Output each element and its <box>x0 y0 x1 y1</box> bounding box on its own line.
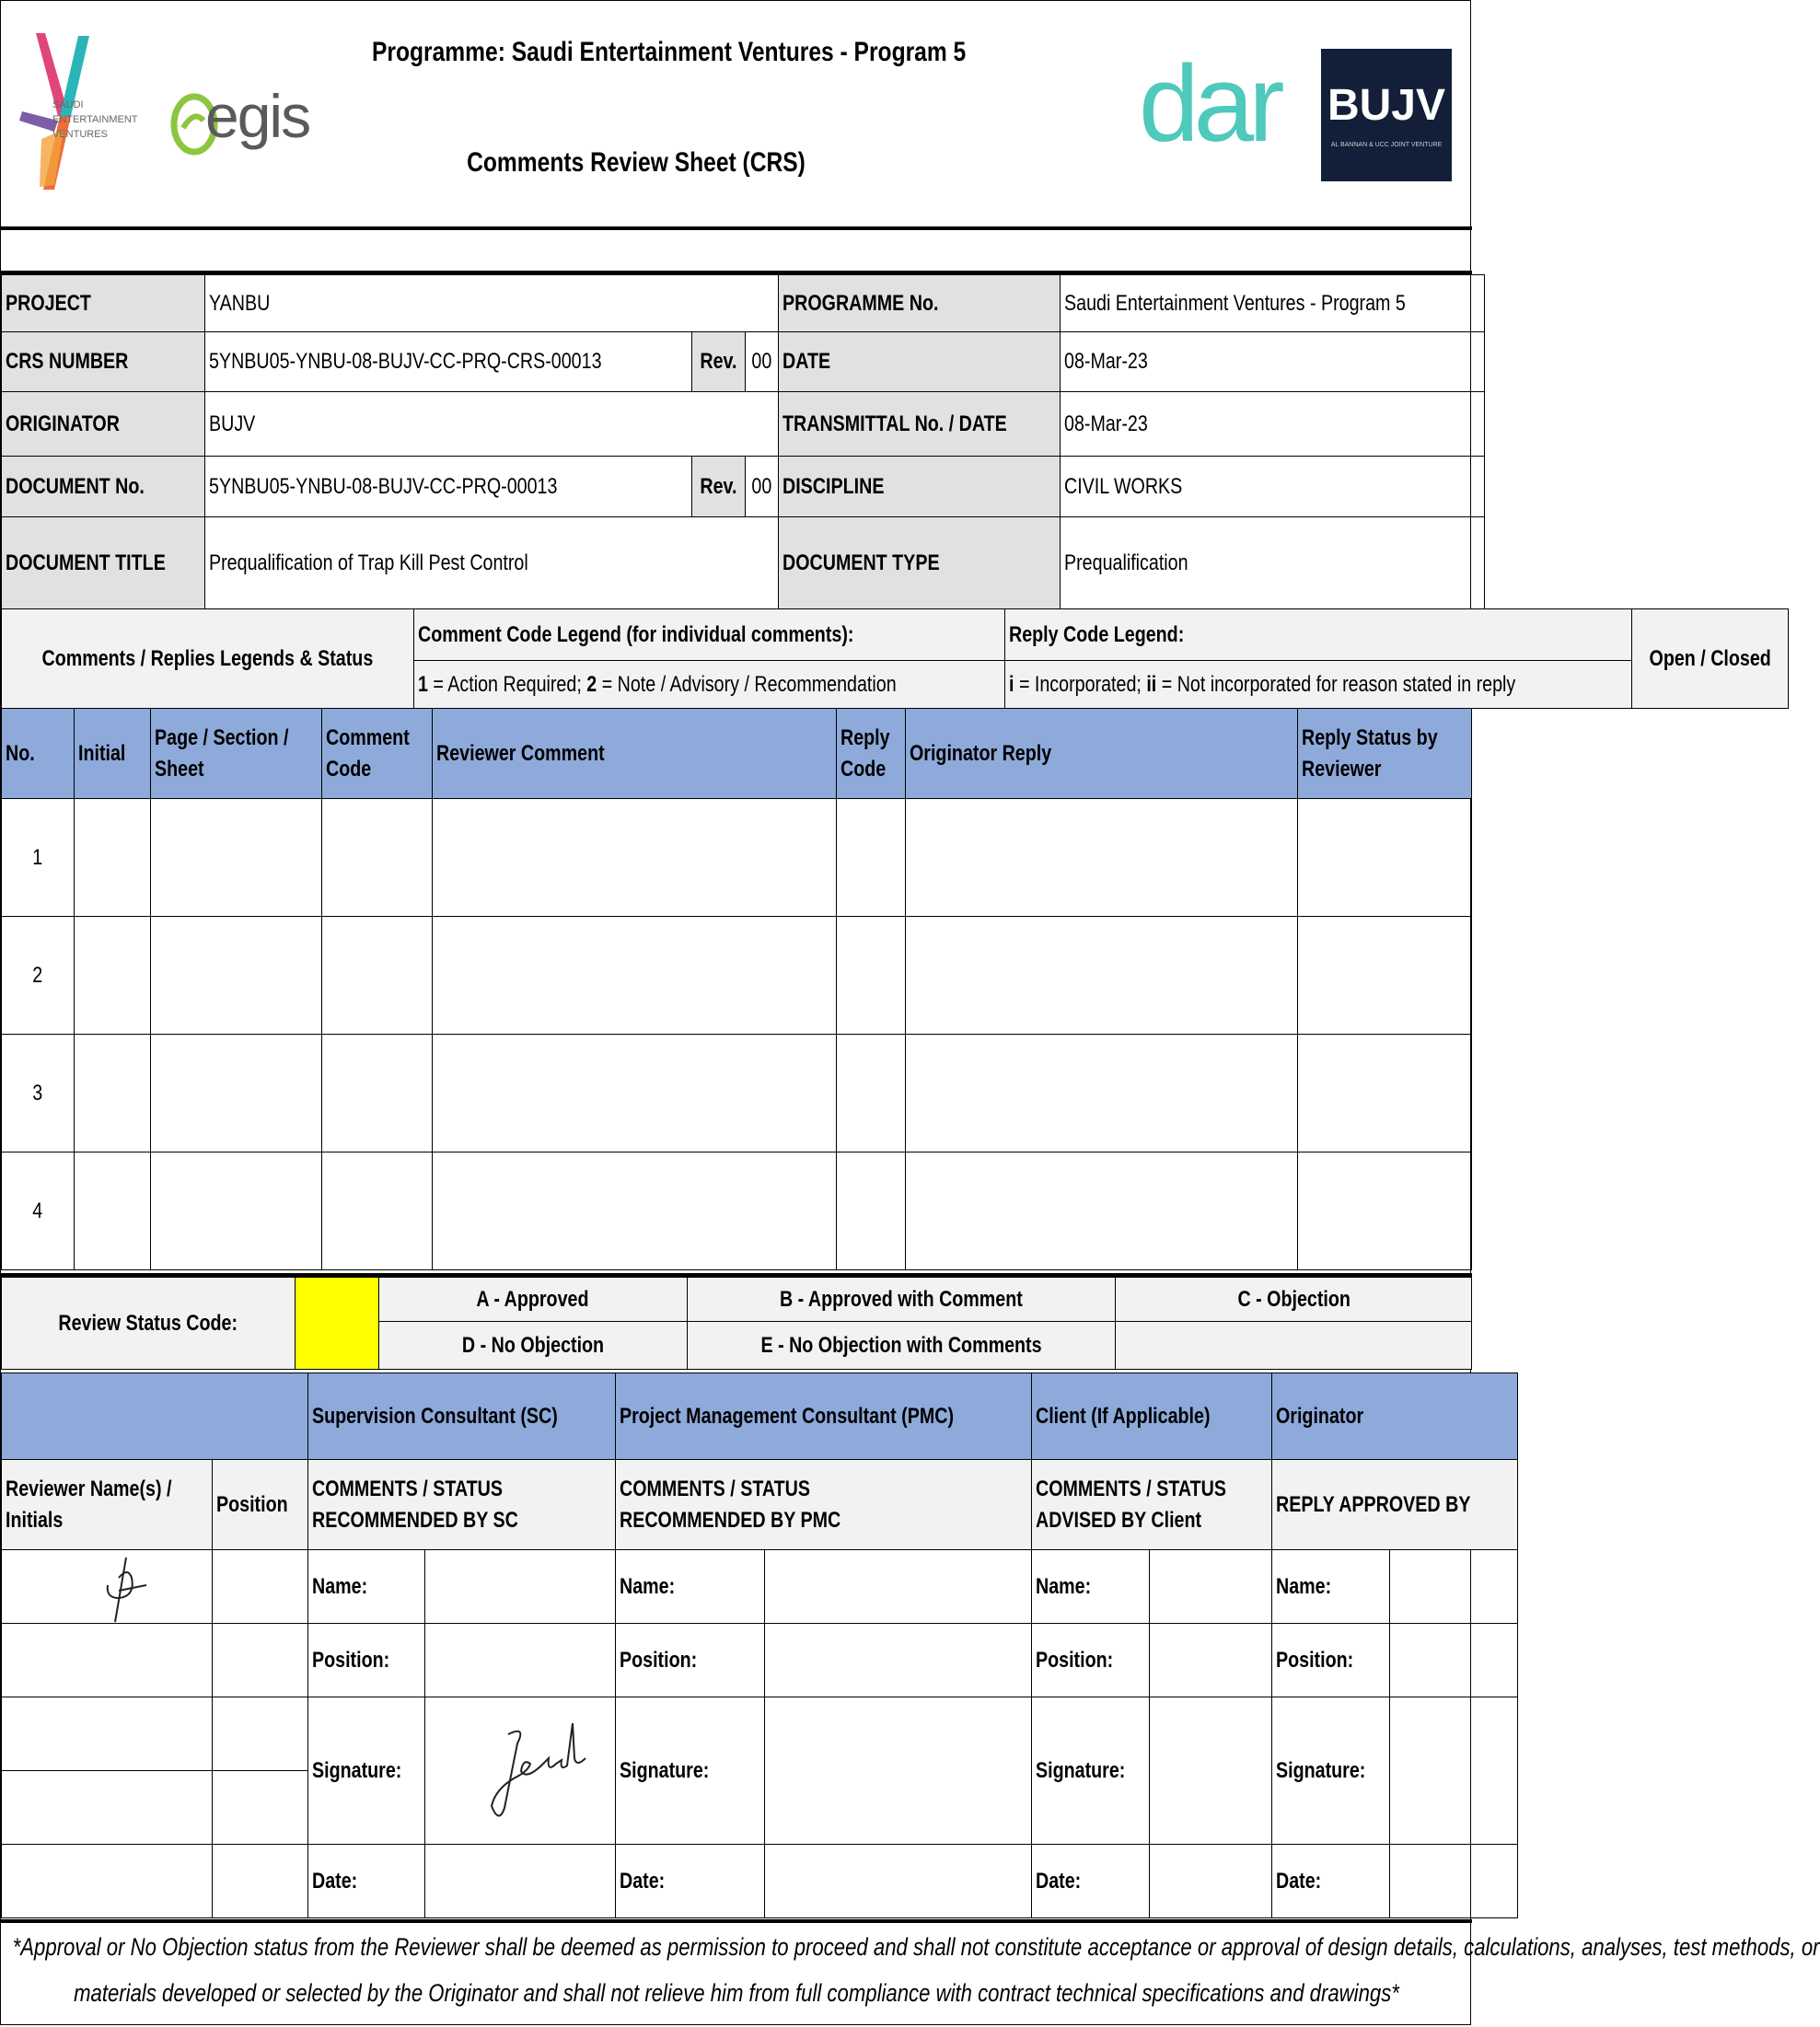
status-d-no-objection: D - No Objection <box>378 1322 687 1370</box>
table-row <box>2 1035 1472 1152</box>
document-no-label: DOCUMENT No. <box>2 457 205 517</box>
row-reviewer-comment-cell[interactable] <box>432 1035 836 1152</box>
sc-position-label: Position: <box>307 1624 425 1697</box>
originator-position-label: Position: <box>1272 1624 1390 1697</box>
row-page-cell[interactable] <box>150 1035 321 1152</box>
sheet-title: Comments Review Sheet (CRS) <box>467 147 806 178</box>
project-info-table <box>1 274 1485 609</box>
project-value: YANBU <box>204 275 778 332</box>
row-number: 3 <box>2 1035 75 1152</box>
comment-code-legend: 1 = Action Required; 2 = Note / Advisory / Recommendation <box>413 661 1005 709</box>
client-date-field[interactable] <box>1149 1845 1272 1918</box>
originator-label: ORIGINATOR <box>2 392 205 457</box>
pmc-name-field[interactable] <box>764 1550 1031 1624</box>
sc-date-field[interactable] <box>425 1845 616 1918</box>
review-status-label: Review Status Code: <box>2 1278 296 1370</box>
status-c-objection: C - Objection <box>1116 1278 1472 1322</box>
approvals-table <box>1 1373 1518 1918</box>
status-b-approved-with-comment: B - Approved with Comment <box>687 1278 1116 1322</box>
reviewer-name-cell[interactable] <box>2 1771 213 1845</box>
project-label: PROJECT <box>2 275 205 332</box>
reviewer-name-cell[interactable] <box>2 1697 213 1771</box>
col-originator-reply: Originator Reply <box>905 709 1297 799</box>
comment-code-legend-title: Comment Code Legend (for individual comments): <box>413 609 1005 661</box>
col-initial: Initial <box>74 709 150 799</box>
review-status-code-cell[interactable] <box>295 1278 378 1370</box>
bujv-logo <box>1321 49 1452 181</box>
row-page-cell[interactable] <box>150 1152 321 1270</box>
client-comments-status-label: COMMENTS / STATUS ADVISED BY Client <box>1031 1460 1271 1550</box>
sc-name-field[interactable] <box>425 1550 616 1624</box>
originator-value: BUJV <box>204 392 778 457</box>
row-reviewer-comment-cell[interactable] <box>432 1152 836 1270</box>
programme-no-value: Saudi Entertainment Ventures - Program 5 <box>1061 275 1485 332</box>
egis-logo-text: egis <box>205 82 310 150</box>
doc-rev-value: 00 <box>746 457 779 517</box>
reply-code-legend: i = Incorporated; ii = Not incorporated for reason stated in reply <box>1005 661 1631 709</box>
programme-no-label: PROGRAMME No. <box>778 275 1060 332</box>
pmc-date-label: Date: <box>616 1845 765 1918</box>
row-page-cell[interactable] <box>150 799 321 917</box>
pmc-position-label: Position: <box>616 1624 765 1697</box>
row-initial-cell[interactable] <box>74 1152 150 1270</box>
discipline-value: CIVIL WORKS <box>1061 457 1485 517</box>
sc-signature-field[interactable] <box>425 1697 616 1845</box>
client-name-field[interactable] <box>1149 1550 1272 1624</box>
pmc-comments-status-label: COMMENTS / STATUS RECOMMENDED BY PMC <box>616 1460 1032 1550</box>
client-date-label: Date: <box>1031 1845 1149 1918</box>
reviewer-position-cell[interactable] <box>213 1624 308 1697</box>
crs-rev-label: Rev. <box>692 332 746 392</box>
originator-name-field[interactable] <box>1389 1550 1517 1624</box>
client-header: Client (If Applicable) <box>1031 1373 1271 1460</box>
transmittal-label: TRANSMITTAL No. / DATE <box>778 392 1060 457</box>
legend-table <box>1 608 1789 709</box>
pmc-signature-label: Signature: <box>616 1697 765 1845</box>
row-status-cell[interactable] <box>1297 1152 1471 1270</box>
row-initial-cell[interactable] <box>74 799 150 917</box>
client-signature-label: Signature: <box>1031 1697 1149 1845</box>
originator-signature-field[interactable] <box>1389 1697 1517 1845</box>
bujv-logo-subtext: AL BANNAN & UCC JOINT VENTURE <box>1330 142 1443 148</box>
row-status-cell[interactable] <box>1297 917 1471 1035</box>
crs-rev-value: 00 <box>746 332 779 392</box>
row-reply-code-cell[interactable] <box>837 917 905 1035</box>
reviewer-position-cell[interactable] <box>213 1550 308 1624</box>
table-row <box>2 1152 1472 1270</box>
disclaimer-line-2: materials developed or selected by the Originator and shall not relieve him from full compliance with contract technical specifications and drawings* <box>74 1979 1399 2007</box>
document-title-label: DOCUMENT TITLE <box>2 517 205 609</box>
row-initial-cell[interactable] <box>74 917 150 1035</box>
row-number: 1 <box>2 799 75 917</box>
originator-signature-label: Signature: <box>1272 1697 1390 1845</box>
status-a-approved: A - Approved <box>378 1278 687 1322</box>
row-status-cell[interactable] <box>1297 799 1471 917</box>
sc-name-label: Name: <box>307 1550 425 1624</box>
crs-number-value: 5YNBU05-YNBU-08-BUJV-CC-PRQ-CRS-00013 <box>204 332 691 392</box>
sc-position-field[interactable] <box>425 1624 616 1697</box>
programme-title: Programme: Saudi Entertainment Ventures - Program 5 <box>372 37 967 67</box>
comments-header-row <box>2 709 1472 799</box>
pmc-header: Project Management Consultant (PMC) <box>616 1373 1032 1460</box>
row-reply-code-cell[interactable] <box>837 1035 905 1152</box>
row-comment-code-cell[interactable] <box>322 917 433 1035</box>
reviewer-name-cell[interactable] <box>2 1845 213 1918</box>
reviewer-name-cell[interactable] <box>2 1624 213 1697</box>
originator-name-label: Name: <box>1272 1550 1390 1624</box>
legend-left-label: Comments / Replies Legends & Status <box>2 609 414 709</box>
disclaimer-line-1: *Approval or No Objection status from the Reviewer shall be deemed as permission to proceed and shall not constitute acceptance or approval of design details, calculations, analyses, test methods, or <box>12 1933 1820 1961</box>
row-originator-reply-cell[interactable] <box>905 799 1297 917</box>
col-page-section: Page / Section / Sheet <box>150 709 321 799</box>
comments-table <box>1 708 1472 1270</box>
pmc-date-field[interactable] <box>764 1845 1031 1918</box>
row-page-cell[interactable] <box>150 917 321 1035</box>
review-status-table <box>1 1277 1472 1370</box>
client-position-field[interactable] <box>1149 1624 1272 1697</box>
reviewer-position-cell[interactable] <box>213 1845 308 1918</box>
reviewer-position-cell[interactable] <box>213 1697 308 1771</box>
document-type-value: Prequalification <box>1061 517 1485 609</box>
pmc-name-label: Name: <box>616 1550 765 1624</box>
status-e-no-objection-with-comments: E - No Objection with Comments <box>687 1322 1116 1370</box>
row-comment-code-cell[interactable] <box>322 799 433 917</box>
initial-signature-icon <box>99 1550 154 1624</box>
col-reviewer-comment: Reviewer Comment <box>432 709 836 799</box>
table-row <box>2 917 1472 1035</box>
document-no-value: 5YNBU05-YNBU-08-BUJV-CC-PRQ-00013 <box>204 457 691 517</box>
reply-code-legend-title: Reply Code Legend: <box>1005 609 1631 661</box>
row-originator-reply-cell[interactable] <box>905 917 1297 1035</box>
sev-logo-text: SAUDI ENTERTAINMENT VENTURES <box>52 99 138 140</box>
dar-logo: dar <box>1139 43 1280 165</box>
sc-signature-icon <box>471 1707 600 1836</box>
sc-header: Supervision Consultant (SC) <box>307 1373 615 1460</box>
row-reply-code-cell[interactable] <box>837 799 905 917</box>
row-reviewer-comment-cell[interactable] <box>432 799 836 917</box>
row-comment-code-cell[interactable] <box>322 1035 433 1152</box>
reviewer-initial-signature-cell[interactable] <box>2 1550 213 1624</box>
reviewer-name-label: Reviewer Name(s) / Initials <box>2 1460 213 1550</box>
originator-position-field[interactable] <box>1389 1624 1517 1697</box>
col-comment-code: Comment Code <box>322 709 433 799</box>
originator-date-field[interactable] <box>1389 1845 1517 1918</box>
date-label: DATE <box>778 332 1060 392</box>
transmittal-value: 08-Mar-23 <box>1061 392 1485 457</box>
reviewer-position-cell[interactable] <box>213 1771 308 1845</box>
bujv-logo-text: BUJV <box>1327 81 1446 130</box>
document-type-label: DOCUMENT TYPE <box>778 517 1060 609</box>
sc-date-label: Date: <box>307 1845 425 1918</box>
crs-number-label: CRS NUMBER <box>2 332 205 392</box>
row-initial-cell[interactable] <box>74 1035 150 1152</box>
originator-reply-approved-label: REPLY APPROVED BY <box>1272 1460 1518 1550</box>
row-number: 2 <box>2 917 75 1035</box>
client-name-label: Name: <box>1031 1550 1149 1624</box>
discipline-label: DISCIPLINE <box>778 457 1060 517</box>
row-reply-code-cell[interactable] <box>837 1152 905 1270</box>
row-originator-reply-cell[interactable] <box>905 1152 1297 1270</box>
col-reply-status: Reply Status by Reviewer <box>1297 709 1471 799</box>
pmc-position-field[interactable] <box>764 1624 1031 1697</box>
col-no: No. <box>2 709 75 799</box>
open-closed-label: Open / Closed <box>1631 609 1788 709</box>
document-title-value: Prequalification of Trap Kill Pest Control <box>204 517 778 609</box>
doc-rev-label: Rev. <box>692 457 746 517</box>
row-reviewer-comment-cell[interactable] <box>432 917 836 1035</box>
position-header-label: Position <box>213 1460 308 1550</box>
sc-signature-label: Signature: <box>307 1697 425 1845</box>
client-signature-field[interactable] <box>1149 1697 1272 1845</box>
client-position-label: Position: <box>1031 1624 1149 1697</box>
status-empty-cell <box>1116 1322 1472 1370</box>
date-value: 08-Mar-23 <box>1061 332 1485 392</box>
originator-header: Originator <box>1272 1373 1518 1460</box>
row-comment-code-cell[interactable] <box>322 1152 433 1270</box>
sc-comments-status-label: COMMENTS / STATUS RECOMMENDED BY SC <box>307 1460 615 1550</box>
row-status-cell[interactable] <box>1297 1035 1471 1152</box>
row-number: 4 <box>2 1152 75 1270</box>
originator-date-label: Date: <box>1272 1845 1390 1918</box>
table-row <box>2 799 1472 917</box>
col-reply-code: Reply Code <box>837 709 905 799</box>
pmc-signature-field[interactable] <box>764 1697 1031 1845</box>
row-originator-reply-cell[interactable] <box>905 1035 1297 1152</box>
approvals-header-blank <box>2 1373 308 1460</box>
